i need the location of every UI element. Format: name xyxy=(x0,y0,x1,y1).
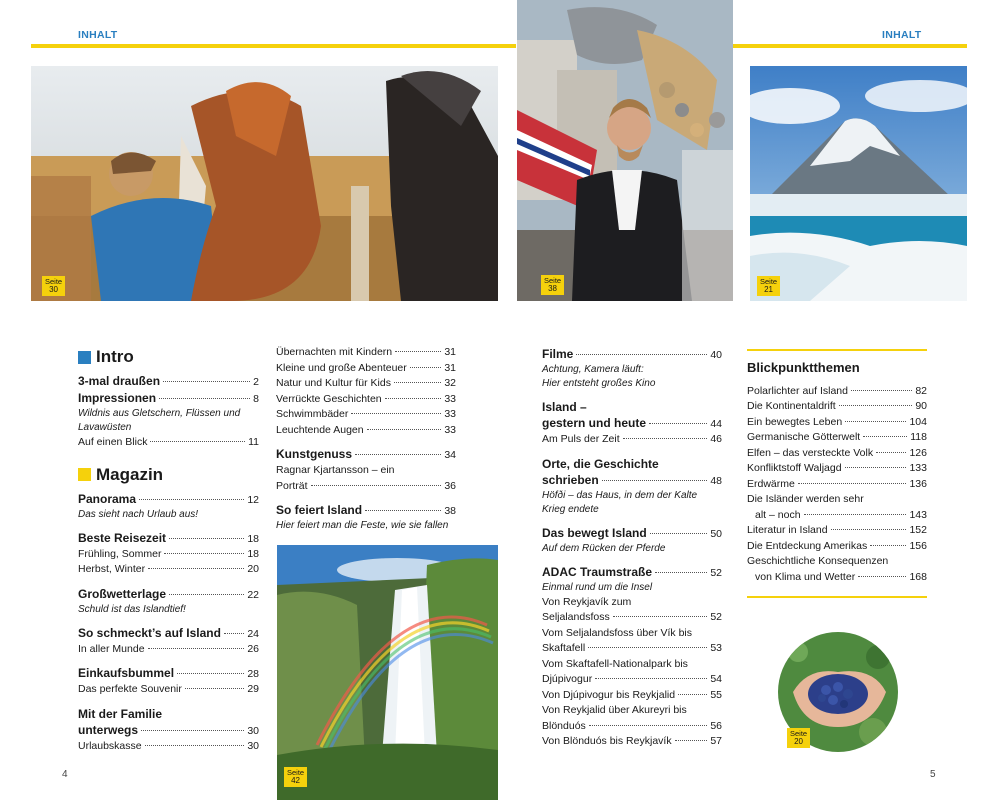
toc-entry[interactable] xyxy=(276,376,456,392)
toc-entry[interactable] xyxy=(276,407,456,423)
dot-leader xyxy=(410,367,442,368)
toc-entry-page: 52 xyxy=(710,566,722,579)
seite-number: 42 xyxy=(291,776,300,785)
dot-leader xyxy=(394,382,441,383)
toc-entry-title: Polarlichter auf Island xyxy=(747,384,848,397)
toc-entry[interactable] xyxy=(747,539,927,555)
toc-entry-page: 24 xyxy=(247,627,259,640)
spacer xyxy=(276,438,456,446)
toc-entry-page: 56 xyxy=(710,719,722,732)
toc-entry-page: 118 xyxy=(910,431,927,443)
spacer xyxy=(542,448,722,456)
dot-leader xyxy=(650,533,708,534)
toc-entry[interactable] xyxy=(276,479,456,495)
seite-number: 38 xyxy=(548,284,557,293)
toc-entry-page: 33 xyxy=(444,392,456,405)
toc-entry-page: 12 xyxy=(247,493,259,506)
dot-leader xyxy=(623,438,708,439)
toc-entry-title: Literatur in Island xyxy=(747,524,828,536)
toc-entry[interactable] xyxy=(542,346,722,363)
toc-entry-title: Germanische Götterwelt xyxy=(747,431,861,443)
toc-entry-line[interactable]: Island – xyxy=(542,400,587,414)
toc-entry-page: 11 xyxy=(248,436,259,448)
toc-entry-title: Großwetterlage xyxy=(78,586,167,601)
toc-entry-title: Von Djúpivogur bis Reykjalid xyxy=(542,688,676,701)
toc-entry[interactable] xyxy=(542,525,722,542)
section-intro xyxy=(78,347,259,367)
toc-entry-title: Von Blönduós bis Reykjavík xyxy=(542,735,672,747)
dot-leader xyxy=(169,538,244,539)
toc-entry[interactable] xyxy=(78,642,259,658)
toc-entry-title: alt – noch xyxy=(755,508,801,521)
toc-entry-title: Leuchtende Augen xyxy=(276,423,364,436)
toc-entry[interactable] xyxy=(747,399,927,415)
toc-entry-page: 143 xyxy=(909,508,927,521)
dot-leader xyxy=(804,514,907,515)
toc-entry[interactable] xyxy=(276,423,456,439)
toc-entry[interactable] xyxy=(276,392,456,408)
blickpunkt-title: Blickpunktthemen xyxy=(747,360,860,375)
spacer xyxy=(78,657,259,665)
dot-leader xyxy=(159,398,250,399)
toc-subtitle: Hier feiert man die Feste, wie sie fallen xyxy=(276,520,449,531)
seite-badge xyxy=(284,767,307,787)
toc-entry-page: 33 xyxy=(444,423,456,436)
seite-label: Seite xyxy=(544,276,562,285)
toc-entry[interactable] xyxy=(747,430,927,446)
dot-leader xyxy=(870,545,906,546)
toc-entry-title: Impressionen xyxy=(78,391,157,405)
toc-entry-page: 30 xyxy=(247,739,259,752)
toc-entry-page: 136 xyxy=(909,477,927,490)
spacer xyxy=(542,517,722,525)
toc-entry-line[interactable]: Ragnar Kjartansson – ein xyxy=(276,464,395,476)
dot-leader xyxy=(602,480,708,481)
toc-entry-title: Konfliktstoff Waljagd xyxy=(747,462,842,474)
section-magazin xyxy=(78,465,259,485)
spacer xyxy=(78,698,259,706)
toc-entry-title: Herbst, Winter xyxy=(78,563,146,575)
dot-leader xyxy=(367,429,442,430)
dot-leader xyxy=(385,398,442,399)
toc-entry-title: So schmeckt’s auf Island xyxy=(78,625,221,640)
toc-entry[interactable] xyxy=(542,415,722,432)
toc-entry-page: 82 xyxy=(915,384,927,397)
dot-leader xyxy=(224,633,244,634)
toc-entry-title: unterwegs xyxy=(78,722,139,737)
toc-entry-title: Seljalandsfoss xyxy=(542,611,610,623)
photo-mountain xyxy=(750,66,967,301)
toc-entry[interactable] xyxy=(78,435,259,451)
header-label-right: INHALT xyxy=(882,29,922,41)
toc-subtitle: Achtung, Kamera läuft: xyxy=(542,364,644,375)
toc-entry-title: Elfen – das versteckte Volk xyxy=(747,446,874,459)
toc-entry-title: Übernachten mit Kindern xyxy=(276,346,393,358)
toc-entry[interactable] xyxy=(78,722,259,739)
toc-entry-page: 57 xyxy=(710,735,722,747)
toc-entry-title: Verrückte Geschichten xyxy=(276,392,382,405)
toc-entry[interactable] xyxy=(747,570,927,586)
toc-entry[interactable] xyxy=(276,361,456,377)
toc-entry-line[interactable]: Vom Skaftafell-Nationalpark bis xyxy=(542,657,688,670)
seite-badge xyxy=(541,275,564,295)
toc-entry-title: Kleine und große Abenteuer xyxy=(276,361,407,374)
toc-entry[interactable] xyxy=(78,586,259,603)
seite-number: 30 xyxy=(49,285,58,294)
toc-subtitle: Wildnis aus Gletschern, Flüssen und xyxy=(78,408,241,419)
toc-entry[interactable] xyxy=(542,641,722,657)
toc-entry[interactable] xyxy=(78,530,259,547)
dot-leader xyxy=(164,553,244,554)
toc-entry[interactable] xyxy=(747,477,927,493)
toc-entry-title: 3-mal draußen xyxy=(78,374,161,388)
toc-entry-page: 152 xyxy=(909,524,927,536)
toc-entry-title: Beste Reisezeit xyxy=(78,530,167,545)
toc-column-4 xyxy=(747,360,927,585)
toc-entry-title: Das perfekte Souvenir xyxy=(78,683,182,695)
spacer xyxy=(78,522,259,530)
dot-leader xyxy=(169,594,244,595)
toc-entry-page: 29 xyxy=(247,683,259,695)
dot-leader xyxy=(588,647,707,648)
toc-entry-title: So feiert Island xyxy=(276,503,363,517)
toc-entry-page: 126 xyxy=(909,446,927,459)
dot-leader xyxy=(845,467,907,468)
dot-leader xyxy=(798,483,907,484)
toc-entry-title: Ein bewegtes Leben xyxy=(747,415,843,428)
toc-entry-page: 90 xyxy=(915,400,927,412)
dot-leader xyxy=(839,405,913,406)
yellow-square-icon xyxy=(78,468,91,481)
section-title: Magazin xyxy=(96,464,164,484)
toc-entry-page: 168 xyxy=(909,570,927,583)
toc-entry-page: 32 xyxy=(444,377,456,389)
toc-entry[interactable] xyxy=(78,562,259,578)
seite-badge xyxy=(787,728,810,748)
dot-leader xyxy=(613,616,708,617)
toc-entry-page: 31 xyxy=(444,346,456,358)
dot-leader xyxy=(851,390,912,391)
toc-entry-title: Die Entdeckung Amerikas xyxy=(747,539,868,552)
dot-leader xyxy=(163,381,250,382)
toc-entry[interactable] xyxy=(747,415,927,431)
toc-entry[interactable] xyxy=(78,625,259,642)
dot-leader xyxy=(311,485,442,486)
toc-entry-page: 28 xyxy=(247,668,259,680)
toc-entry[interactable] xyxy=(542,610,722,626)
toc-entry[interactable] xyxy=(78,665,259,682)
dot-leader xyxy=(675,740,708,741)
toc-entry-page: 104 xyxy=(909,415,927,428)
spacer xyxy=(78,578,259,586)
seite-number: 20 xyxy=(794,737,803,746)
toc-entry[interactable] xyxy=(542,688,722,704)
toc-entry[interactable] xyxy=(542,734,722,750)
dot-leader xyxy=(576,354,707,355)
toc-entry[interactable] xyxy=(276,345,456,361)
toc-entry-line[interactable]: Geschichtliche Konsequenzen xyxy=(747,555,889,567)
toc-entry-title: Kunstgenuss xyxy=(276,447,353,461)
dot-leader xyxy=(858,576,906,577)
toc-entry-page: 22 xyxy=(247,588,259,601)
toc-entry-page: 18 xyxy=(247,547,259,560)
toc-entry-title: schrieben xyxy=(542,472,599,487)
toc-entry-title: Porträt xyxy=(276,479,308,492)
toc-subtitle: Auf dem Rücken der Pferde xyxy=(542,542,666,554)
toc-entry-page: 52 xyxy=(710,611,722,623)
toc-entry-page: 2 xyxy=(253,376,259,388)
dot-leader xyxy=(148,648,245,649)
toc-entry-title: Panorama xyxy=(78,491,137,506)
seite-badge xyxy=(42,276,65,296)
toc-entry-page: 30 xyxy=(247,724,259,737)
toc-entry-page: 31 xyxy=(444,361,456,374)
toc-entry-title: ADAC Traumstraße xyxy=(542,564,653,579)
spacer xyxy=(78,617,259,625)
toc-entry-line[interactable]: Mit der Familie xyxy=(78,706,163,721)
dot-leader xyxy=(177,673,244,674)
dot-leader xyxy=(678,694,707,695)
photo-horses xyxy=(31,66,498,301)
toc-column-2 xyxy=(276,345,456,533)
dot-leader xyxy=(395,351,441,352)
spacer xyxy=(542,556,722,564)
toc-entry-page: 36 xyxy=(444,479,456,492)
toc-entry-title: In aller Munde xyxy=(78,642,145,655)
toc-entry-page: 40 xyxy=(710,349,722,361)
toc-entry[interactable] xyxy=(747,461,927,477)
toc-entry-page: 46 xyxy=(710,433,722,445)
header-label-left: INHALT xyxy=(78,29,118,41)
toc-entry[interactable] xyxy=(78,373,259,390)
toc-entry-title: Frühling, Sommer xyxy=(78,547,162,560)
toc-entry-line[interactable]: Von Reykjavík zum xyxy=(542,595,632,608)
header-rule-left xyxy=(31,44,516,48)
toc-entry-page: 53 xyxy=(710,642,722,654)
dot-leader xyxy=(845,421,906,422)
toc-entry-page: 50 xyxy=(710,527,722,540)
blickpunkt-rule-top xyxy=(747,349,927,351)
toc-entry-page: 54 xyxy=(710,673,722,685)
toc-subtitle: Lavawüsten xyxy=(78,422,132,433)
toc-entry-page: 34 xyxy=(444,449,456,461)
dot-leader xyxy=(355,454,441,455)
toc-entry-title: Urlaubskasse xyxy=(78,739,142,752)
page-number-right: 5 xyxy=(930,769,936,780)
toc-subtitle: Das sieht nach Urlaub aus! xyxy=(78,508,199,520)
toc-entry-title: Am Puls der Zeit xyxy=(542,433,620,445)
toc-entry[interactable] xyxy=(747,523,927,539)
seite-label: Seite xyxy=(287,768,305,777)
toc-column-1 xyxy=(78,347,259,754)
toc-subtitle: Hier entsteht großes Kino xyxy=(542,378,656,389)
toc-entry-title: Djúpivogur xyxy=(542,673,593,685)
toc-entry-title: Schwimmbäder xyxy=(276,408,349,420)
toc-subtitle: Höfði – das Haus, in dem der Kalte xyxy=(542,489,698,501)
toc-entry-page: 48 xyxy=(710,474,722,487)
dot-leader xyxy=(831,529,907,530)
seite-label: Seite xyxy=(45,277,63,286)
blickpunkt-rule-bottom xyxy=(747,596,927,598)
toc-entry-title: von Klima und Wetter xyxy=(755,570,856,583)
dot-leader xyxy=(139,499,244,500)
photo-festival xyxy=(517,0,733,301)
toc-entry-line[interactable]: Von Reykjalid über Akureyri bis xyxy=(542,704,687,716)
toc-entry[interactable] xyxy=(276,502,456,519)
toc-entry-page: 133 xyxy=(909,462,927,474)
toc-entry[interactable] xyxy=(542,472,722,489)
toc-entry-page: 55 xyxy=(710,688,722,701)
toc-entry-title: Einkaufsbummel xyxy=(78,666,175,680)
toc-entry-title: Blönduós xyxy=(542,719,586,732)
toc-entry-page: 8 xyxy=(253,393,259,405)
toc-entry-page: 26 xyxy=(247,642,259,655)
seite-label: Seite xyxy=(760,277,778,286)
toc-column-3 xyxy=(542,346,722,750)
dot-leader xyxy=(351,413,441,414)
toc-entry[interactable] xyxy=(747,384,927,400)
dot-leader xyxy=(365,510,441,511)
toc-entry-title: Natur und Kultur für Kids xyxy=(276,377,391,389)
dot-leader xyxy=(595,678,707,679)
page-number-left: 4 xyxy=(62,769,68,780)
toc-entry[interactable] xyxy=(542,672,722,688)
toc-entry[interactable] xyxy=(78,390,259,407)
dot-leader xyxy=(185,688,244,689)
blue-square-icon xyxy=(78,351,91,364)
dot-leader xyxy=(655,572,707,573)
seite-label: Seite xyxy=(790,729,808,738)
seite-badge xyxy=(757,276,780,296)
dot-leader xyxy=(876,452,906,453)
toc-subtitle: Einmal rund um die Insel xyxy=(542,581,653,593)
toc-entry-line[interactable]: Vom Seljalandsfoss über Vík bis xyxy=(542,626,692,639)
toc-subtitle: Schuld ist das Islandtief! xyxy=(78,603,186,615)
toc-entry[interactable] xyxy=(276,446,456,463)
toc-entry-page: 20 xyxy=(247,563,259,575)
toc-entry[interactable] xyxy=(747,508,927,524)
toc-entry[interactable] xyxy=(542,432,722,448)
seite-number: 21 xyxy=(764,285,773,294)
dot-leader xyxy=(141,730,244,731)
toc-entry[interactable] xyxy=(542,564,722,581)
toc-entry-title: gestern und heute xyxy=(542,416,647,430)
toc-entry-page: 18 xyxy=(247,532,259,545)
dot-leader xyxy=(150,441,245,442)
spacer xyxy=(276,494,456,502)
toc-entry[interactable] xyxy=(78,491,259,508)
toc-entry-page: 33 xyxy=(444,408,456,420)
toc-entry[interactable] xyxy=(78,682,259,698)
toc-entry[interactable] xyxy=(78,739,259,755)
photo-waterfall xyxy=(277,545,498,800)
toc-entry-page: 38 xyxy=(444,505,456,517)
dot-leader xyxy=(148,568,244,569)
section-title: Intro xyxy=(96,347,134,366)
toc-entry[interactable] xyxy=(542,719,722,735)
toc-entry-title: Erdwärme xyxy=(747,477,795,490)
toc-entry-line[interactable]: Orte, die Geschichte xyxy=(542,456,659,471)
dot-leader xyxy=(589,725,708,726)
header-rule-right xyxy=(733,44,967,48)
dot-leader xyxy=(649,423,707,424)
toc-entry-title: Filme xyxy=(542,347,574,361)
dot-leader xyxy=(863,436,907,437)
dot-leader xyxy=(145,745,245,746)
toc-entry-page: 156 xyxy=(909,539,927,552)
spacer xyxy=(542,391,722,399)
toc-entry[interactable] xyxy=(747,446,927,462)
toc-entry[interactable] xyxy=(78,547,259,563)
toc-subtitle: Krieg endete xyxy=(542,503,599,515)
toc-entry-title: Auf einen Blick xyxy=(78,436,148,448)
toc-entry-title: Skaftafell xyxy=(542,642,586,654)
toc-entry-page: 44 xyxy=(710,418,722,430)
toc-entry-line[interactable]: Die Isländer werden sehr xyxy=(747,493,864,505)
toc-entry-title: Das bewegt Island xyxy=(542,525,647,540)
toc-entry-title: Die Kontinentaldrift xyxy=(747,400,836,412)
